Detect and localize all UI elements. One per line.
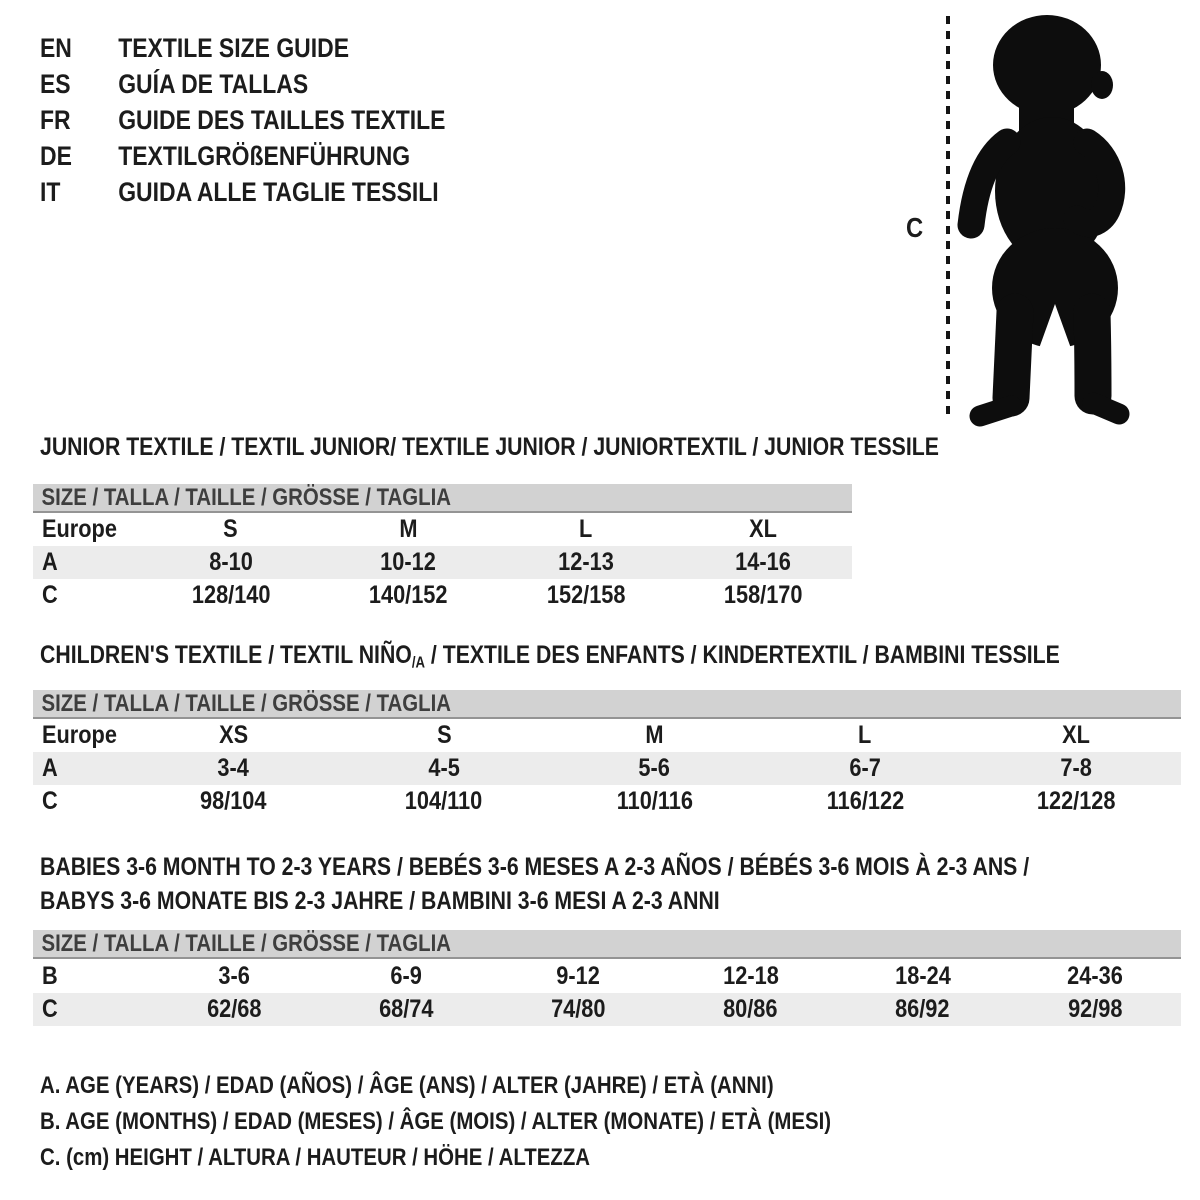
junior-row-height	[33, 579, 852, 612]
language-list	[40, 30, 445, 210]
height-value: 152/158	[546, 581, 626, 609]
language-code: FR	[40, 105, 71, 135]
language-code: IT	[40, 177, 61, 207]
junior-table	[33, 513, 852, 612]
row-label: B	[42, 962, 58, 990]
guide-title-fr: GUIDE DES TAILLES TEXTILE	[118, 105, 446, 135]
size-value: M	[399, 515, 418, 543]
toddler-silhouette-icon	[955, 10, 1140, 430]
guide-title-it: GUIDA ALLE TAGLIE TESSILI	[118, 177, 439, 207]
height-value: 92/98	[1067, 995, 1123, 1023]
children-size-header-band	[33, 690, 1181, 719]
height-value: 116/122	[826, 787, 904, 815]
size-value: XL	[749, 515, 778, 543]
language-row-it	[40, 174, 445, 210]
guide-title-de: TEXTILGRÖßENFÜHRUNG	[118, 141, 411, 171]
size-header-label: SIZE / TALLA / TAILLE / GRÖSSE / TAGLIA	[41, 690, 452, 717]
junior-row-europe	[33, 513, 852, 546]
age-value: 7-8	[1059, 754, 1092, 782]
size-value: L	[579, 515, 593, 543]
row-label: C	[42, 995, 58, 1023]
age-value: 6-9	[390, 962, 422, 990]
height-value: 86/92	[895, 995, 950, 1023]
language-row-en	[40, 30, 445, 66]
age-value: 5-6	[638, 754, 671, 782]
legend-age-months: B. AGE (MONTHS) / EDAD (MESES) / ÂGE (MOIS) / ALTER (MONATE) / ETÀ (MESI)	[40, 1108, 832, 1135]
children-row-height	[33, 785, 1181, 818]
junior-row-age	[33, 546, 852, 579]
age-value: 8-10	[208, 548, 253, 576]
age-value: 3-6	[218, 962, 250, 990]
babies-section-title: BABIES 3-6 MONTH TO 2-3 YEARS / BEBÉS 3-6 MESES A 2-3 AÑOS / BÉBÉS 3-6 MOIS À 2-3 ANS / BABYS 3-6 MONATE BIS 2-3 JAHRE / BAMBINI 3-6 MESI A 2-3 ANNI	[40, 853, 1030, 915]
junior-size-header-band	[33, 484, 852, 513]
children-row-europe	[33, 719, 1181, 752]
children-row-age	[33, 752, 1181, 785]
row-label: C	[42, 581, 58, 609]
age-value: 4-5	[428, 754, 460, 782]
size-value: M	[645, 721, 664, 749]
babies-size-header-band	[33, 930, 1181, 959]
legend-age-years: A. AGE (YEARS) / EDAD (AÑOS) / ÂGE (ANS) / ALTER (JAHRE) / ETÀ (ANNI)	[40, 1072, 774, 1099]
language-row-de	[40, 138, 445, 174]
language-code: DE	[40, 141, 72, 171]
age-value: 24-36	[1067, 962, 1123, 990]
row-label: Europe	[42, 721, 117, 749]
height-value: 158/170	[723, 581, 803, 609]
babies-row-height	[33, 993, 1181, 1026]
height-value: 128/140	[191, 581, 271, 609]
size-value: S	[436, 721, 452, 749]
height-value: 104/110	[405, 787, 483, 815]
age-value: 9-12	[556, 962, 601, 990]
height-dashed-line	[946, 16, 950, 416]
nino-a-subscript: /A	[411, 654, 426, 672]
guide-title-es: GUÍA DE TALLAS	[118, 69, 309, 99]
age-value: 6-7	[849, 754, 881, 782]
height-value: 110/116	[616, 787, 693, 815]
children-section-title: CHILDREN'S TEXTILE / TEXTIL NIÑO/A / TEXTILE DES ENFANTS / KINDERTEXTIL / BAMBINI TESSILE	[40, 641, 1060, 672]
size-header-label: SIZE / TALLA / TAILLE / GRÖSSE / TAGLIA	[41, 930, 452, 957]
size-value: S	[223, 515, 239, 543]
age-value: 12-18	[722, 962, 779, 990]
measurement-legend	[40, 1068, 971, 1176]
row-label: C	[42, 787, 58, 815]
size-value: XS	[218, 721, 248, 749]
height-value: 80/86	[723, 995, 778, 1023]
guide-title-en: TEXTILE SIZE GUIDE	[118, 33, 350, 63]
height-value: 62/68	[206, 995, 262, 1023]
junior-section-title: JUNIOR TEXTILE / TEXTIL JUNIOR/ TEXTILE JUNIOR / JUNIORTEXTIL / JUNIOR TESSILE	[40, 433, 939, 461]
babies-row-age-months	[33, 960, 1181, 993]
row-label: Europe	[42, 515, 117, 543]
age-value: 3-4	[217, 754, 250, 782]
age-value: 18-24	[894, 962, 951, 990]
children-table	[33, 719, 1181, 818]
age-value: 10-12	[380, 548, 437, 576]
height-value: 74/80	[551, 995, 606, 1023]
language-row-es	[40, 66, 445, 102]
age-value: 14-16	[735, 548, 792, 576]
babies-table	[33, 960, 1181, 1026]
legend-height-cm: C. (cm) HEIGHT / ALTURA / HAUTEUR / HÖHE / ALTEZZA	[40, 1144, 591, 1171]
language-code: EN	[40, 33, 72, 63]
height-measure-label: C	[906, 212, 924, 243]
height-value: 98/104	[200, 787, 267, 815]
language-row-fr	[40, 102, 445, 138]
size-value: L	[858, 721, 872, 749]
age-value: 12-13	[557, 548, 614, 576]
height-value: 122/128	[1036, 787, 1116, 815]
size-value: XL	[1061, 721, 1090, 749]
height-value: 140/152	[368, 581, 448, 609]
height-value: 68/74	[379, 995, 434, 1023]
row-label: A	[42, 754, 58, 782]
size-header-label: SIZE / TALLA / TAILLE / GRÖSSE / TAGLIA	[41, 484, 452, 511]
row-label: A	[42, 548, 58, 576]
language-code: ES	[40, 69, 71, 99]
